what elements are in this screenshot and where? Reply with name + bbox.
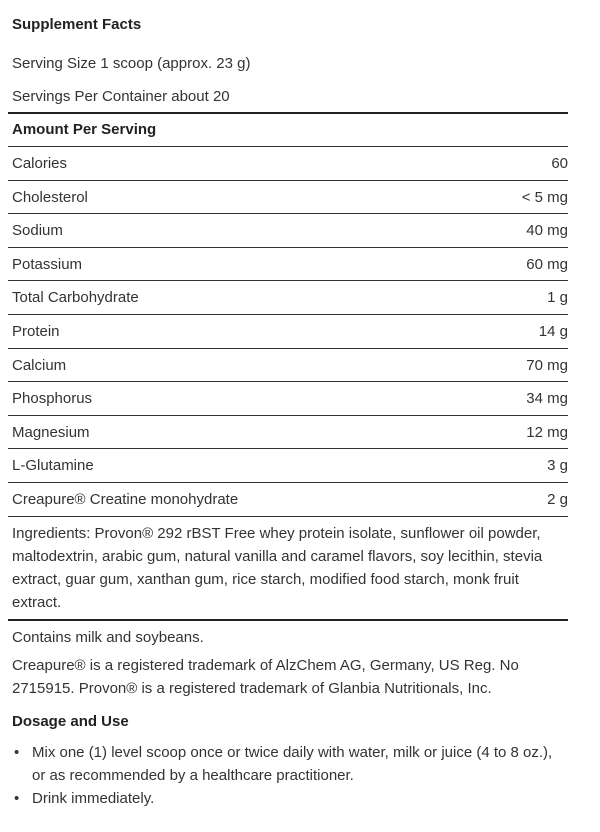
nutrient-amount: 70 mg: [526, 357, 568, 374]
table-row: [8, 214, 568, 247]
dosage-list: [12, 741, 568, 810]
nutrient-name: Potassium: [12, 256, 83, 273]
nutrient-name: Phosphorus: [12, 390, 93, 407]
table-row: [8, 416, 568, 449]
nutrient-amount: 1 g: [547, 289, 568, 306]
nutrient-name: Creapure® Creatine monohydrate: [12, 491, 239, 508]
table-row: [8, 382, 568, 415]
nutrient-amount: 60: [551, 155, 568, 172]
list-item: [12, 787, 568, 810]
nutrient-amount: 34 mg: [526, 390, 568, 407]
ingredients-text: Ingredients: Provon® 292 rBST Free whey protein isolate, sunflower oil powder, maltodextrin, arabic gum, natural vanilla and caramel flavors, soy lecithin, stevia extract, guar gum, xanthan gum, rice starch, modified food starch, monk fruit extract.: [12, 525, 543, 611]
table-row: [8, 483, 568, 516]
nutrient-amount: < 5 mg: [521, 189, 568, 206]
nutrient-amount: 40 mg: [526, 222, 568, 239]
nutrient-amount: 60 mg: [526, 256, 568, 273]
serving-size: Serving Size 1 scoop (approx. 23 g): [12, 55, 251, 72]
allergen-text: Contains milk and soybeans.: [12, 629, 204, 646]
nutrient-name: L-Glutamine: [12, 457, 94, 474]
divider: [8, 112, 568, 114]
panel-title: Supplement Facts: [12, 16, 142, 33]
table-row: [8, 449, 568, 482]
servings-per-container: Servings Per Container about 20: [12, 88, 230, 105]
nutrient-amount: 3 g: [547, 457, 568, 474]
table-row: [8, 181, 568, 214]
list-item: [12, 741, 568, 787]
table-row: [8, 349, 568, 382]
divider: [8, 619, 568, 621]
dosage-item-text: Mix one (1) level scoop once or twice daily with water, milk or juice (4 to 8 oz.), or as recommended by a healthcare practitioner.: [32, 744, 553, 784]
dosage-item-text: Drink immediately.: [32, 790, 155, 807]
divider: [8, 516, 568, 517]
nutrient-name: Magnesium: [12, 424, 90, 441]
table-row: [8, 248, 568, 281]
nutrient-name: Calcium: [12, 357, 67, 374]
nutrient-amount: 14 g: [538, 323, 568, 340]
nutrient-name: Protein: [12, 323, 60, 340]
dosage-title: Dosage and Use: [12, 713, 129, 730]
nutrient-name: Total Carbohydrate: [12, 289, 139, 306]
nutrient-amount: 2 g: [547, 491, 568, 508]
nutrient-name: Sodium: [12, 222, 63, 239]
trademark-text: Creapure® is a registered trademark of AlzChem AG, Germany, US Reg. No 2715915. Provon® is a registered trademark of Glanbia Nutritionals, Inc.: [12, 657, 519, 697]
nutrient-name: Calories: [12, 155, 68, 172]
amount-per-serving-header: Amount Per Serving: [12, 121, 157, 138]
table-row: [8, 147, 568, 180]
table-row: [8, 315, 568, 348]
nutrient-amount: 12 mg: [526, 424, 568, 441]
table-row: [8, 281, 568, 314]
bullet-icon: •: [14, 744, 20, 761]
bullet-icon: •: [14, 790, 20, 807]
nutrient-name: Cholesterol: [12, 189, 88, 206]
